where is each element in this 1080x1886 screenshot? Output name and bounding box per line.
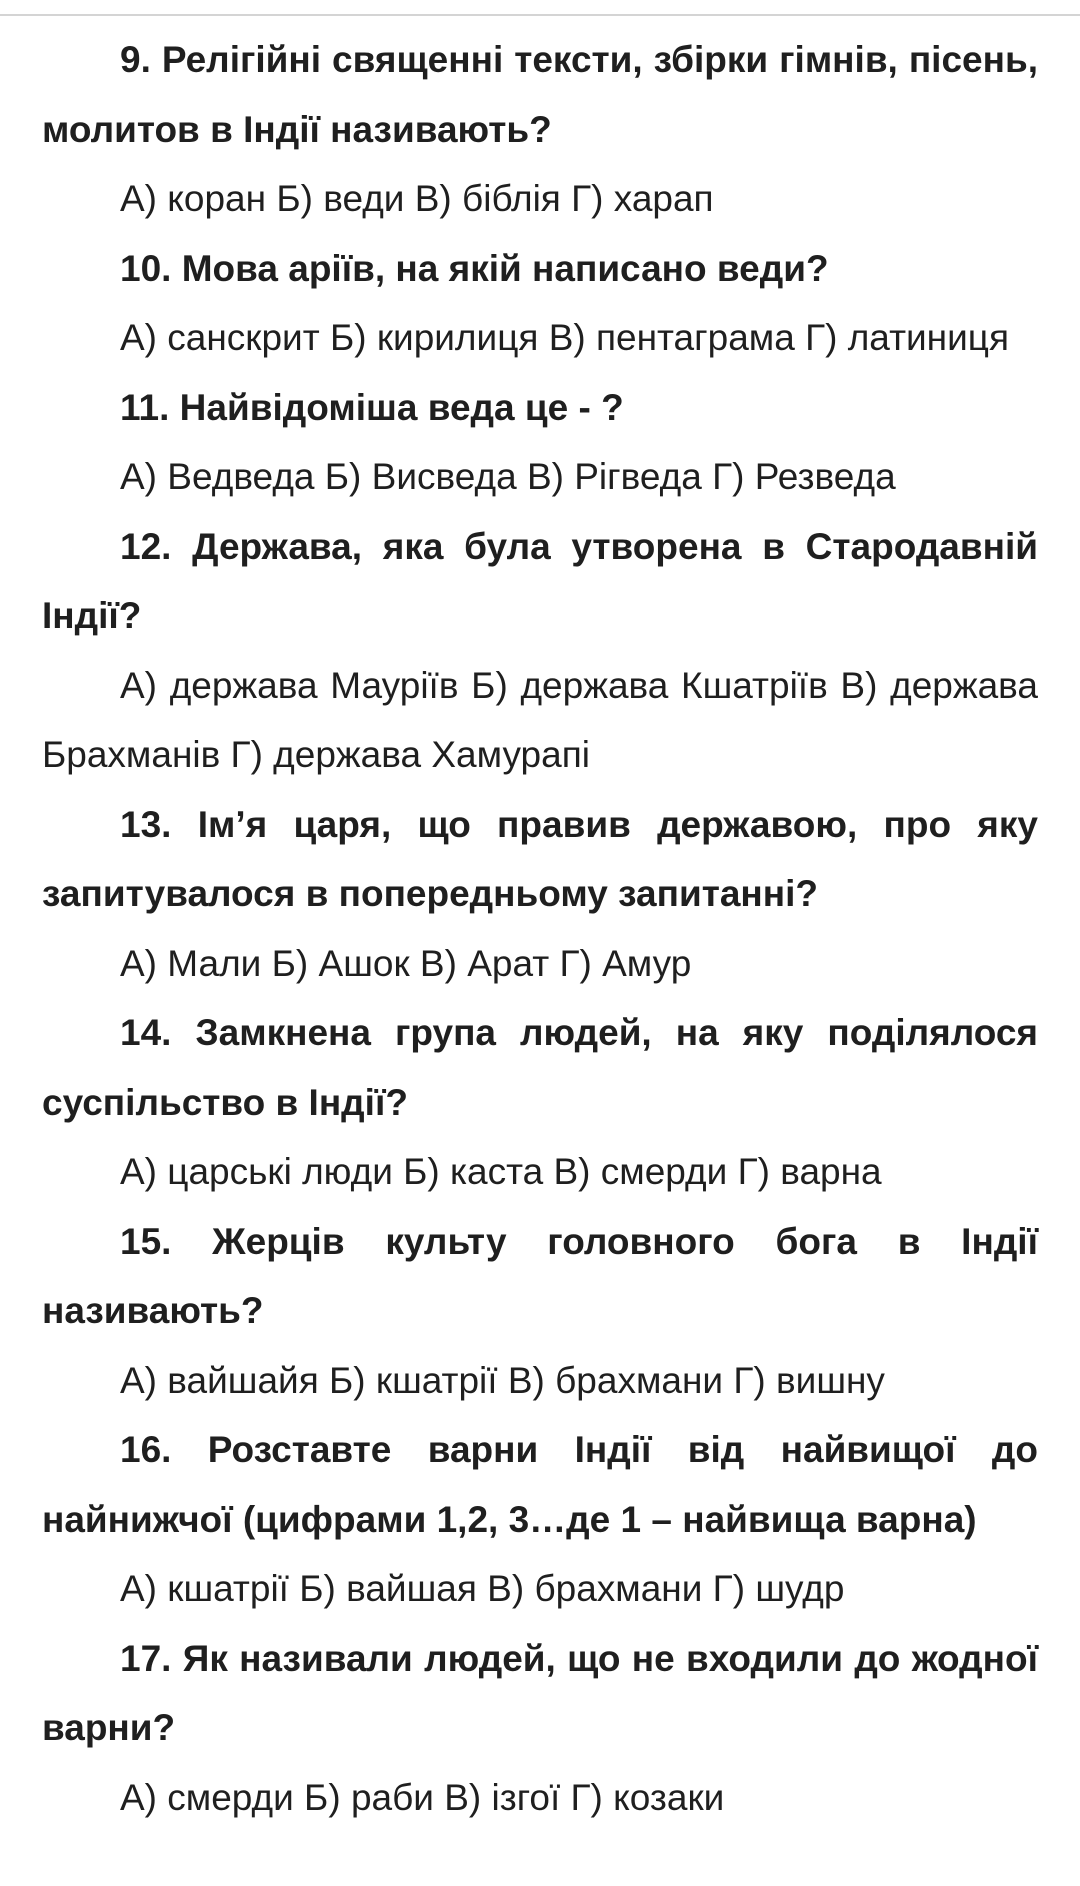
question-10: 10. Мова аріїв, на якій написано веди? — [120, 247, 829, 289]
question-15: 15. Жерців культу головного бога в Індії називають? — [42, 1220, 1038, 1331]
question-16: 16. Розставте варни Індії від найвищої до найнижчої (цифрами 1,2, 3…де 1 – найвища варна) — [42, 1429, 1038, 1540]
question-13: 13. Ім’я царя, що правив державою, про яку запитувалося в попередньому запитанні? — [42, 803, 1038, 914]
top-divider — [0, 14, 1080, 16]
answers-11: А) Ведведа Б) Висведа В) Рігведа Г) Резведа — [120, 456, 896, 497]
answers-12: А) держава Мауріїв Б) держава Кшатріїв В) держава Брахманів Г) держава Хамурапі — [42, 664, 1038, 775]
answers-10: А) санскрит Б) кирилиця В) пентаграма Г) латиниця — [120, 317, 1010, 358]
question-9: 9. Релігійні священні тексти, збірки гімнів, пісень, молитов в Індії називають? — [42, 39, 1038, 150]
quiz-document — [42, 25, 1038, 1832]
answers-16: А) кшатрії Б) вайшая В) брахмани Г) шудр — [120, 1568, 845, 1609]
answers-14: А) царські люди Б) каста В) смерди Г) варна — [120, 1151, 882, 1192]
answers-15: А) вайшайя Б) кшатрії В) брахмани Г) вишну — [120, 1359, 885, 1401]
question-17: 17. Як називали людей, що не входили до жодної варни? — [42, 1637, 1038, 1748]
answers-9: А) коран Б) веди В) біблія Г) харап — [120, 178, 714, 219]
question-14: 14. Замкнена група людей, на яку поділялося суспільство в Індії? — [42, 1012, 1038, 1123]
answers-13: А) Мали Б) Ашок В) Арат Г) Амур — [120, 942, 692, 984]
answers-17: А) смерди Б) раби В) ізгої Г) козаки — [120, 1776, 725, 1818]
question-11: 11. Найвідоміша веда це - ? — [120, 386, 624, 428]
question-12: 12. Держава, яка була утворена в Стародавній Індії? — [42, 525, 1038, 636]
